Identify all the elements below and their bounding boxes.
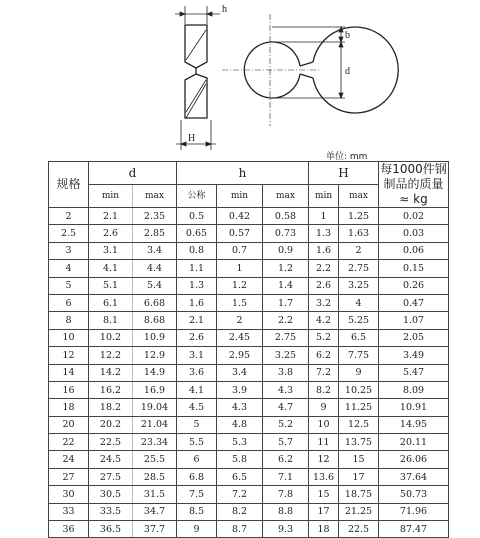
cell-h-min: 4.3 [217, 399, 263, 416]
cell-h-nominal: 0.5 [177, 208, 217, 225]
cell-h-nominal: 6 [177, 451, 217, 468]
header-H-min: min [309, 185, 339, 208]
cell-H-min: 17 [309, 503, 339, 520]
cell-H-min: 1.6 [309, 242, 339, 259]
cell-d-max: 14.9 [133, 364, 177, 381]
cell-h-min: 1.5 [217, 294, 263, 311]
cell-h-min: 1 [217, 260, 263, 277]
cell-H-min: 12 [309, 451, 339, 468]
cell-d-max: 5.4 [133, 277, 177, 294]
cell-h-max: 7.8 [263, 486, 309, 503]
cell-h-nominal: 0.65 [177, 225, 217, 242]
cell-mass: 14.95 [379, 416, 449, 433]
cell-H-min: 6.2 [309, 347, 339, 364]
cell-spec: 10 [49, 329, 89, 346]
cell-H-min: 7.2 [309, 364, 339, 381]
cell-h-max: 3.8 [263, 364, 309, 381]
cell-H-max: 2 [339, 242, 379, 259]
cell-h-nominal: 4.5 [177, 399, 217, 416]
label-b: b [345, 30, 350, 41]
cell-h-nominal: 0.8 [177, 242, 217, 259]
header-mass: 每1000件钢制品的质量≈ kg [380, 162, 447, 206]
cell-H-max: 13.75 [339, 434, 379, 451]
table-row [49, 329, 449, 346]
h-dimension [175, 6, 220, 24]
cell-d-max: 16.9 [133, 381, 177, 398]
cell-d-min: 2.6 [89, 225, 133, 242]
cell-h-max: 1.4 [263, 277, 309, 294]
cell-H-max: 18.75 [339, 486, 379, 503]
centerlines [222, 14, 320, 126]
cell-H-max: 12.5 [339, 416, 379, 433]
label-h: h [222, 4, 227, 15]
cell-d-min: 4.1 [89, 260, 133, 277]
table-body [49, 208, 449, 538]
cell-d-max: 2.35 [133, 208, 177, 225]
cell-h-min: 0.42 [217, 208, 263, 225]
cell-H-min: 4.2 [309, 312, 339, 329]
cell-h-min: 5.3 [217, 434, 263, 451]
cell-d-max: 37.7 [133, 521, 177, 538]
cell-d-min: 18.2 [89, 399, 133, 416]
cell-H-max: 3.25 [339, 277, 379, 294]
header-d: d [89, 162, 177, 185]
H-dimension [176, 120, 216, 150]
cell-mass: 3.49 [379, 347, 449, 364]
cell-h-max: 1.7 [263, 294, 309, 311]
cell-d-min: 14.2 [89, 364, 133, 381]
cell-d-max: 10.9 [133, 329, 177, 346]
table-row [49, 486, 449, 503]
cell-d-min: 12.2 [89, 347, 133, 364]
cell-mass: 87.47 [379, 521, 449, 538]
cell-H-min: 15 [309, 486, 339, 503]
cell-h-min: 0.7 [217, 242, 263, 259]
cell-h-max: 4.7 [263, 399, 309, 416]
cell-d-min: 20.2 [89, 416, 133, 433]
cell-spec: 5 [49, 277, 89, 294]
unit-note: 单位: mm [326, 152, 368, 162]
cell-h-nominal: 9 [177, 521, 217, 538]
cell-d-max: 31.5 [133, 486, 177, 503]
cell-H-min: 1 [309, 208, 339, 225]
cell-spec: 6 [49, 294, 89, 311]
cell-h-max: 7.1 [263, 468, 309, 485]
cell-h-min: 7.2 [217, 486, 263, 503]
cell-mass: 1.07 [379, 312, 449, 329]
cell-h-nominal: 1.1 [177, 260, 217, 277]
cell-d-min: 2.1 [89, 208, 133, 225]
cell-mass: 0.26 [379, 277, 449, 294]
cell-h-min: 2.95 [217, 347, 263, 364]
cell-h-max: 5.2 [263, 416, 309, 433]
cell-h-max: 2.75 [263, 329, 309, 346]
table-row [49, 294, 449, 311]
cell-H-max: 11.25 [339, 399, 379, 416]
table-row [49, 416, 449, 433]
cell-d-max: 34.7 [133, 503, 177, 520]
cell-h-max: 0.58 [263, 208, 309, 225]
cell-h-max: 5.7 [263, 434, 309, 451]
header-H: H [309, 162, 379, 185]
cell-H-max: 9 [339, 364, 379, 381]
cell-d-min: 8.1 [89, 312, 133, 329]
cell-spec: 22 [49, 434, 89, 451]
cell-d-max: 12.9 [133, 347, 177, 364]
cell-d-max: 4.4 [133, 260, 177, 277]
table-row [49, 208, 449, 225]
cell-H-max: 5.25 [339, 312, 379, 329]
cell-H-max: 4 [339, 294, 379, 311]
cell-h-min: 2.45 [217, 329, 263, 346]
cell-d-min: 22.5 [89, 434, 133, 451]
header-h: h [177, 162, 309, 185]
cell-h-nominal: 6.8 [177, 468, 217, 485]
cell-mass: 8.09 [379, 381, 449, 398]
cell-h-max: 3.25 [263, 347, 309, 364]
washer-side-view [185, 25, 207, 118]
cell-h-nominal: 2.1 [177, 312, 217, 329]
cell-h-min: 4.8 [217, 416, 263, 433]
cell-d-max: 23.34 [133, 434, 177, 451]
cell-H-min: 3.2 [309, 294, 339, 311]
cell-d-max: 3.4 [133, 242, 177, 259]
header-spec: 规格 [49, 162, 89, 208]
table-row [49, 503, 449, 520]
cell-mass: 37.64 [379, 468, 449, 485]
cell-mass: 26.06 [379, 451, 449, 468]
cell-h-max: 0.73 [263, 225, 309, 242]
cell-spec: 14 [49, 364, 89, 381]
table-row [49, 277, 449, 294]
cell-mass: 10.91 [379, 399, 449, 416]
cell-d-min: 3.1 [89, 242, 133, 259]
cell-H-min: 11 [309, 434, 339, 451]
cell-mass: 5.47 [379, 364, 449, 381]
cell-mass: 71.96 [379, 503, 449, 520]
cell-h-max: 8.8 [263, 503, 309, 520]
cell-H-max: 17 [339, 468, 379, 485]
cell-d-min: 30.5 [89, 486, 133, 503]
table-row [49, 399, 449, 416]
cell-d-max: 8.68 [133, 312, 177, 329]
cell-spec: 27 [49, 468, 89, 485]
cell-H-min: 1.3 [309, 225, 339, 242]
header-row-1 [49, 162, 449, 185]
cell-mass: 50.73 [379, 486, 449, 503]
cell-spec: 2 [49, 208, 89, 225]
cell-d-max: 25.5 [133, 451, 177, 468]
cell-H-min: 2.2 [309, 260, 339, 277]
cell-spec: 18 [49, 399, 89, 416]
cell-d-min: 36.5 [89, 521, 133, 538]
cell-d-min: 27.5 [89, 468, 133, 485]
header-h-max: max [263, 185, 309, 208]
cell-spec: 24 [49, 451, 89, 468]
cell-H-max: 1.25 [339, 208, 379, 225]
cell-h-max: 1.2 [263, 260, 309, 277]
cell-h-max: 0.9 [263, 242, 309, 259]
cell-h-max: 9.3 [263, 521, 309, 538]
cell-d-min: 5.1 [89, 277, 133, 294]
table-row [49, 225, 449, 242]
cell-h-min: 3.4 [217, 364, 263, 381]
cell-spec: 3 [49, 242, 89, 259]
cell-d-min: 6.1 [89, 294, 133, 311]
cell-d-min: 16.2 [89, 381, 133, 398]
cell-H-max: 6.5 [339, 329, 379, 346]
cell-h-nominal: 4.1 [177, 381, 217, 398]
cell-mass: 0.06 [379, 242, 449, 259]
cell-mass: 0.03 [379, 225, 449, 242]
cell-h-max: 2.2 [263, 312, 309, 329]
header-d-max: max [133, 185, 177, 208]
cell-spec: 20 [49, 416, 89, 433]
cell-H-max: 10.25 [339, 381, 379, 398]
table-row [49, 434, 449, 451]
cell-h-nominal: 7.5 [177, 486, 217, 503]
cell-H-min: 2.6 [309, 277, 339, 294]
label-H: H [188, 133, 196, 144]
b-d-dimensions [272, 27, 345, 98]
cell-h-max: 4.3 [263, 381, 309, 398]
cell-spec: 30 [49, 486, 89, 503]
cell-h-min: 8.2 [217, 503, 263, 520]
cell-d-min: 24.5 [89, 451, 133, 468]
cell-h-nominal: 1.6 [177, 294, 217, 311]
cell-spec: 12 [49, 347, 89, 364]
cell-H-max: 21.25 [339, 503, 379, 520]
cell-h-max: 6.2 [263, 451, 309, 468]
cell-spec: 36 [49, 521, 89, 538]
cell-H-min: 13.6 [309, 468, 339, 485]
cell-H-max: 7.75 [339, 347, 379, 364]
cell-H-min: 10 [309, 416, 339, 433]
cell-mass: 0.47 [379, 294, 449, 311]
washer-drawing [0, 0, 480, 160]
cell-h-nominal: 3.1 [177, 347, 217, 364]
table-row [49, 312, 449, 329]
cell-mass: 2.05 [379, 329, 449, 346]
cell-H-min: 5.2 [309, 329, 339, 346]
cell-h-nominal: 3.6 [177, 364, 217, 381]
label-d: d [345, 66, 350, 77]
table-row [49, 347, 449, 364]
cell-H-min: 18 [309, 521, 339, 538]
cell-d-max: 19.04 [133, 399, 177, 416]
cell-d-max: 2.85 [133, 225, 177, 242]
cell-H-max: 1.63 [339, 225, 379, 242]
cell-h-min: 6.5 [217, 468, 263, 485]
cell-spec: 4 [49, 260, 89, 277]
cell-h-nominal: 1.3 [177, 277, 217, 294]
cell-H-min: 9 [309, 399, 339, 416]
cell-spec: 2.5 [49, 225, 89, 242]
header-h-min: min [217, 185, 263, 208]
cell-h-min: 2 [217, 312, 263, 329]
cell-h-min: 8.7 [217, 521, 263, 538]
cell-H-max: 22.5 [339, 521, 379, 538]
cell-H-min: 8.2 [309, 381, 339, 398]
cell-mass: 0.02 [379, 208, 449, 225]
cell-h-min: 0.57 [217, 225, 263, 242]
cell-h-min: 3.9 [217, 381, 263, 398]
cell-h-nominal: 2.6 [177, 329, 217, 346]
table-row [49, 468, 449, 485]
table-row [49, 364, 449, 381]
header-h-nominal: 公称 [177, 185, 217, 208]
header-H-max: max [339, 185, 379, 208]
cell-h-min: 1.2 [217, 277, 263, 294]
table-row [49, 451, 449, 468]
cell-spec: 8 [49, 312, 89, 329]
cell-d-min: 33.5 [89, 503, 133, 520]
table-row [49, 260, 449, 277]
cell-h-min: 5.8 [217, 451, 263, 468]
cell-d-max: 21.04 [133, 416, 177, 433]
table-row [49, 242, 449, 259]
cell-mass: 20.11 [379, 434, 449, 451]
cell-H-max: 15 [339, 451, 379, 468]
cell-h-nominal: 5 [177, 416, 217, 433]
table-row [49, 381, 449, 398]
table-row [49, 521, 449, 538]
cell-spec: 16 [49, 381, 89, 398]
cell-H-max: 2.75 [339, 260, 379, 277]
cell-h-nominal: 8.5 [177, 503, 217, 520]
cell-h-nominal: 5.5 [177, 434, 217, 451]
cell-d-max: 28.5 [133, 468, 177, 485]
cell-spec: 33 [49, 503, 89, 520]
cell-d-min: 10.2 [89, 329, 133, 346]
spec-table [48, 161, 449, 538]
cell-d-max: 6.68 [133, 294, 177, 311]
cell-mass: 0.15 [379, 260, 449, 277]
header-d-min: min [89, 185, 133, 208]
